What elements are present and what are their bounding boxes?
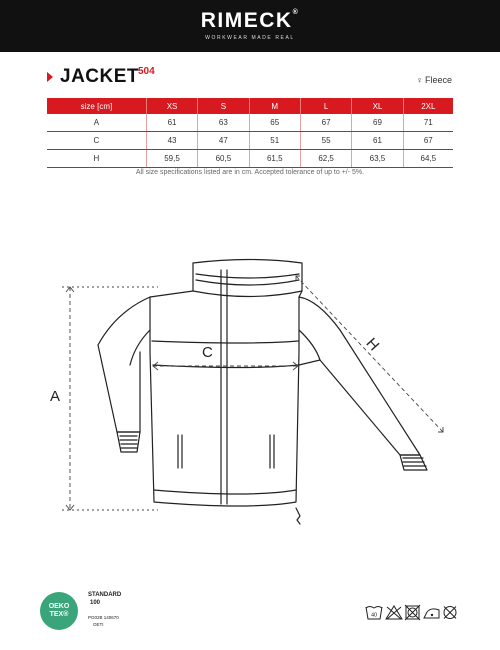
tolerance-note: All size specifications listed are in cm. Accepted tolerance of up to +/- 5%. [135, 169, 365, 176]
header-cell: 2XL [403, 98, 453, 114]
no-tumble-dry-icon [405, 605, 420, 620]
table-cell: 60,5 [198, 150, 249, 168]
table-cell: H [47, 150, 146, 168]
material-label: ♀ Fleece [416, 75, 452, 85]
jacket-body [150, 291, 302, 506]
svg-text:40: 40 [370, 612, 378, 619]
table-cell: 67 [403, 132, 453, 150]
header-cell: M [249, 98, 300, 114]
table-cell: 59,5 [146, 150, 197, 168]
table-cell: 63 [198, 114, 249, 132]
product-code: 504 [138, 66, 155, 77]
certification-code: PG02B 140670 [88, 615, 119, 620]
table-cell: 43 [146, 132, 197, 150]
measure-label-a: A [50, 388, 61, 405]
oeko-tex-logo: OEKO TEX® [40, 592, 78, 630]
jacket-left-sleeve [98, 297, 150, 432]
table-cell: 61 [352, 132, 403, 150]
brand-logo: RIMECK® [200, 9, 300, 32]
table-cell: A [47, 114, 146, 132]
care-symbols [365, 604, 460, 622]
table-cell: 64,5 [403, 150, 453, 168]
low-iron-icon [424, 609, 439, 618]
female-symbol-icon: ♀ [416, 75, 423, 85]
table-cell: C [47, 132, 146, 150]
table-cell: 62,5 [300, 150, 351, 168]
brand-tagline: WORKWEAR MADE REAL [205, 35, 295, 41]
header-cell: size [cm] [47, 98, 146, 114]
header-cell: XS [146, 98, 197, 114]
table-cell: 71 [403, 114, 453, 132]
table-cell: 61 [146, 114, 197, 132]
table-cell: 67 [300, 114, 351, 132]
table-cell: 69 [352, 114, 403, 132]
no-dry-clean-icon [444, 607, 456, 619]
table-cell: 61,5 [249, 150, 300, 168]
jacket-right-sleeve [299, 297, 420, 455]
no-bleach-icon [386, 606, 402, 619]
wash-40-icon [366, 607, 382, 620]
certification-standard: STANDARD [88, 592, 122, 598]
measure-label-h: H [362, 334, 383, 355]
table-cell: 65 [249, 114, 300, 132]
header-cell: XL [352, 98, 403, 114]
certification-standard-number: 100 [90, 600, 101, 606]
table-cell: 63,5 [352, 150, 403, 168]
certification-institute: OETI [93, 622, 104, 627]
jacket-left-cuff [117, 432, 140, 452]
table-cell: 55 [300, 132, 351, 150]
table-cell: 47 [198, 132, 249, 150]
header-cell: L [300, 98, 351, 114]
product-title: JACKET [60, 66, 140, 87]
header-cell: S [198, 98, 249, 114]
measure-label-c: C [202, 344, 213, 361]
table-cell: 51 [249, 132, 300, 150]
